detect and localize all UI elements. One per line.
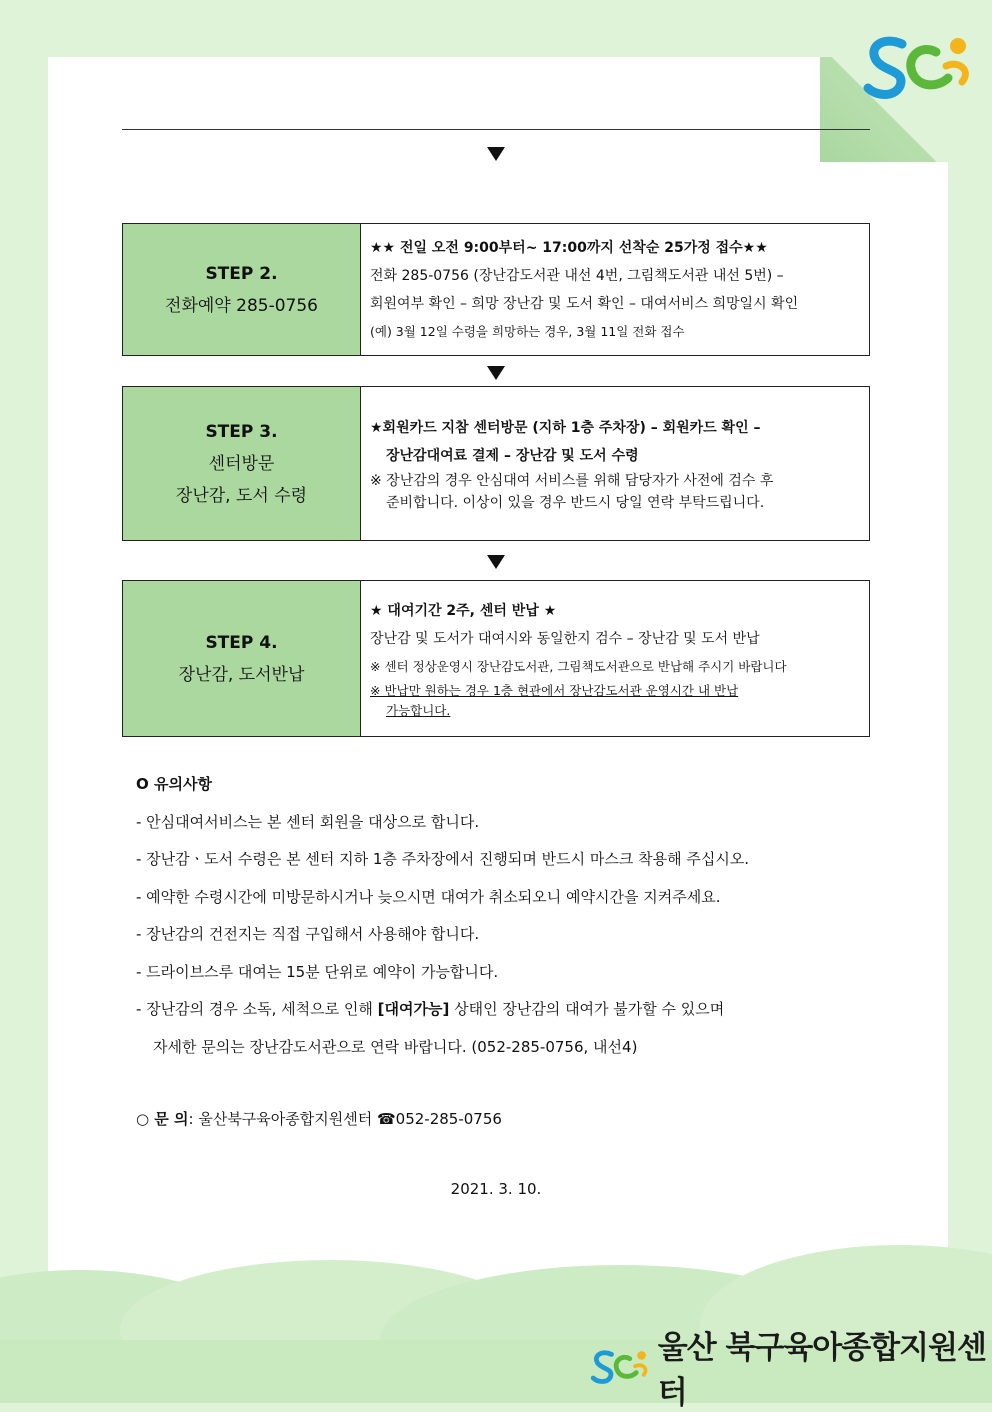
step-detail-line: 회원여부 확인 – 희망 장난감 및 도서 확인 – 대여서비스 희망일시 확인 xyxy=(370,295,799,312)
footer-logo-text: 울산 북구육아종합지원센터 xyxy=(657,1330,986,1411)
note-item xyxy=(136,995,876,1033)
step-2-box xyxy=(122,223,870,356)
step-subtitle: 센터방문 xyxy=(208,453,275,474)
step-3-details xyxy=(361,387,869,540)
step-subtitle: 장난감, 도서 수령 xyxy=(175,485,308,506)
footer-logo xyxy=(590,1322,992,1412)
step-example-line: (예) 3월 12일 수령을 희망하는 경우, 3월 11일 전화 접수 xyxy=(370,323,685,339)
step-detail-line: 전화 285-0756 (장난감도서관 내선 4번, 그림책도서관 내선 5번) – xyxy=(370,267,784,284)
step-title: STEP 4. xyxy=(205,632,278,653)
step-3-label xyxy=(123,387,361,540)
note-item: - 장난감의 건전지는 직접 구입해서 사용해야 합니다. xyxy=(136,925,480,943)
step-headline: ★회원카드 지참 센터방문 (지하 1층 주차장) – 회원카드 확인 – xyxy=(370,419,761,436)
note-item: - 예약한 수령시간에 미방문하시거나 늦으시면 대여가 취소되오니 예약시간을 지켜주세요. xyxy=(136,887,721,906)
step-4-label xyxy=(123,581,361,736)
step-headline: ★ 대여기간 2주, 센터 반납 ★ xyxy=(370,602,557,619)
step-note-underlined: ※ 반납만 원하는 경우 1층 현관에서 장난감도서관 운영시간 내 반납 xyxy=(370,682,739,698)
note-text: - 장난감의 경우 소독, 세척으로 인해 xyxy=(136,1000,378,1018)
step-3-box xyxy=(122,386,870,541)
step-4-box xyxy=(122,580,870,737)
contact-text: : 울산북구육아종합지원센터 ☎052-285-0756 xyxy=(188,1110,502,1128)
step-note-underlined-cont: 가능합니다. xyxy=(386,702,451,718)
note-item: - 장난감ㆍ도서 수령은 본 센터 지하 1층 주차장에서 진행되며 반드시 마스크 착용해 주십시오. xyxy=(136,850,750,868)
note-item: - 드라이브스루 대여는 15분 단위로 예약이 가능합니다. xyxy=(136,962,499,981)
step-headline-cont: 장난감대여료 결제 – 장난감 및 도서 수령 xyxy=(386,447,639,464)
step-title: STEP 3. xyxy=(205,421,278,442)
note-text: 상태인 장난감의 대여가 불가할 수 있으며 xyxy=(449,1000,725,1018)
step-2-details xyxy=(361,224,869,355)
step-detail-line: 장난감 및 도서가 대여시와 동일한지 검수 – 장난감 및 도서 반납 xyxy=(370,630,760,647)
contact-line xyxy=(136,1108,502,1129)
step-subtitle: 장난감, 도서반납 xyxy=(178,664,305,685)
step-note: ※ 센터 정상운영시 장난감도서관, 그림책도서관으로 반납해 주시기 바랍니다 xyxy=(370,658,787,674)
step-2-label xyxy=(123,224,361,355)
down-arrow-icon xyxy=(487,366,505,380)
step-subtitle: 전화예약 285-0756 xyxy=(165,295,318,316)
center-logo-icon xyxy=(590,1340,652,1394)
down-arrow-icon xyxy=(487,147,505,161)
step-note-cont: 준비합니다. 이상이 있을 경우 반드시 당일 연락 부탁드립니다. xyxy=(386,494,765,511)
note-item: - 안심대여서비스는 본 센터 회원을 대상으로 합니다. xyxy=(136,812,480,831)
step-headline: ★★ 전일 오전 9:00부터~ 17:00까지 선착순 25가정 접수★★ xyxy=(370,239,768,256)
note-item-cont: 자세한 문의는 장난감도서관으로 연락 바랍니다. (052-285-0756, 내선4) xyxy=(153,1037,638,1056)
top-divider xyxy=(122,129,870,130)
step-title: STEP 2. xyxy=(205,263,278,284)
document-date: 2021. 3. 10. xyxy=(450,1180,542,1198)
step-4-details xyxy=(361,581,869,736)
notes-section xyxy=(136,770,876,1070)
center-logo-icon xyxy=(862,30,977,105)
contact-label: ○ 문 의 xyxy=(136,1110,189,1128)
note-bold-text: [대여가능] xyxy=(377,1000,450,1018)
down-arrow-icon xyxy=(487,555,505,569)
notes-heading: O 유의사항 xyxy=(136,775,212,793)
step-note: ※ 장난감의 경우 안심대여 서비스를 위해 담당자가 사전에 검수 후 xyxy=(370,472,774,489)
